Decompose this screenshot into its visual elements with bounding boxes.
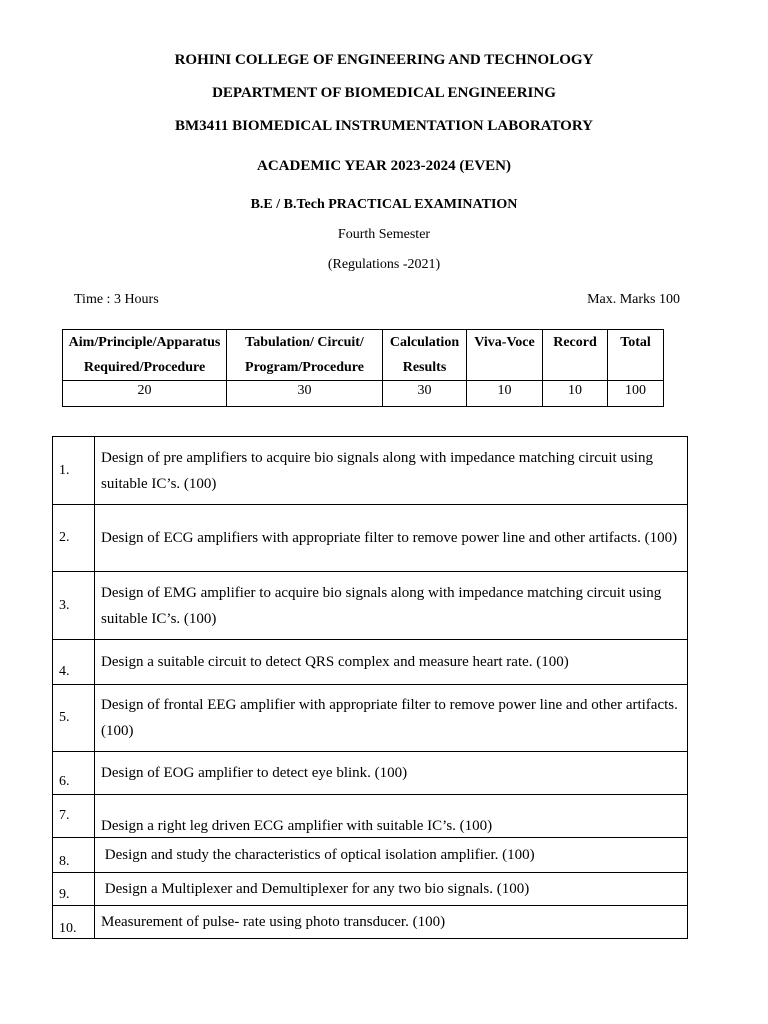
experiment-text: Design of pre amplifiers to acquire bio signals along with impedance matching circuit using suitable IC’s. (100) (95, 437, 688, 505)
marks-header-total: Total (608, 330, 664, 381)
marks-header-aim: Aim/Principle/Apparatus Required/Procedure (63, 330, 227, 381)
experiment-text: Design of EMG amplifier to acquire bio signals along with impedance matching circuit using suitable IC’s. (100) (95, 572, 688, 640)
department-name: DEPARTMENT OF BIOMEDICAL ENGINEERING (212, 85, 556, 101)
marks-value: 20 (63, 381, 227, 407)
exam-title: B.E / B.Tech PRACTICAL EXAMINATION (250, 197, 518, 212)
experiment-row (53, 795, 688, 838)
marks-value: 30 (383, 381, 467, 407)
experiment-number: 3. (53, 572, 95, 640)
experiment-text: Design a suitable circuit to detect QRS complex and measure heart rate. (100) (95, 640, 688, 685)
experiment-text: Design and study the characteristics of optical isolation amplifier. (100) (95, 838, 688, 873)
experiment-text: Design a right leg driven ECG amplifier with suitable IC’s. (100) (95, 795, 688, 838)
semester: Fourth Semester (337, 227, 431, 242)
marks-value: 30 (227, 381, 383, 407)
experiment-text: Design a Multiplexer and Demultiplexer for any two bio signals. (100) (95, 873, 688, 906)
marks-header-record: Record (543, 330, 608, 381)
experiment-row (53, 572, 688, 640)
max-marks: Max. Marks 100 (587, 292, 680, 307)
marks-value: 10 (543, 381, 608, 407)
marks-distribution-table (62, 329, 664, 407)
experiment-text: Design of ECG amplifiers with appropriate filter to remove power line and other artifacts. (100) (95, 505, 688, 572)
experiment-number: 2. (53, 505, 95, 572)
experiment-row (53, 685, 688, 752)
experiment-text: Design of EOG amplifier to detect eye blink. (100) (95, 752, 688, 795)
experiment-number: 7. (53, 795, 95, 838)
experiment-row (53, 752, 688, 795)
marks-values-row (63, 381, 664, 407)
experiment-row (53, 873, 688, 906)
marks-value: 100 (608, 381, 664, 407)
marks-value: 10 (467, 381, 543, 407)
experiment-text: Design of frontal EEG amplifier with appropriate filter to remove power line and other artifacts. (100) (95, 685, 688, 752)
marks-header-calculation: Calculation Results (383, 330, 467, 381)
experiment-number: 10. (53, 906, 95, 939)
experiment-row (53, 640, 688, 685)
college-name: ROHINI COLLEGE OF ENGINEERING AND TECHNOLOGY (174, 52, 594, 68)
experiment-row (53, 838, 688, 873)
marks-header-viva: Viva-Voce (467, 330, 543, 381)
experiment-number: 9. (53, 873, 95, 906)
exam-duration: Time : 3 Hours (74, 292, 159, 307)
experiment-number: 1. (53, 437, 95, 505)
experiment-text: Measurement of pulse- rate using photo transducer. (100) (95, 906, 688, 939)
academic-year: ACADEMIC YEAR 2023-2024 (EVEN) (256, 158, 512, 174)
experiments-table (52, 436, 688, 939)
experiment-number: 5. (53, 685, 95, 752)
experiment-row (53, 906, 688, 939)
experiment-row (53, 505, 688, 572)
experiment-number: 8. (53, 838, 95, 873)
experiment-number: 4. (53, 640, 95, 685)
experiment-number: 6. (53, 752, 95, 795)
marks-header-row (63, 330, 664, 381)
course-title: BM3411 BIOMEDICAL INSTRUMENTATION LABORATORY (174, 118, 593, 134)
regulations: (Regulations -2021) (327, 257, 441, 272)
experiment-row (53, 437, 688, 505)
marks-header-tabulation: Tabulation/ Circuit/ Program/Procedure (227, 330, 383, 381)
